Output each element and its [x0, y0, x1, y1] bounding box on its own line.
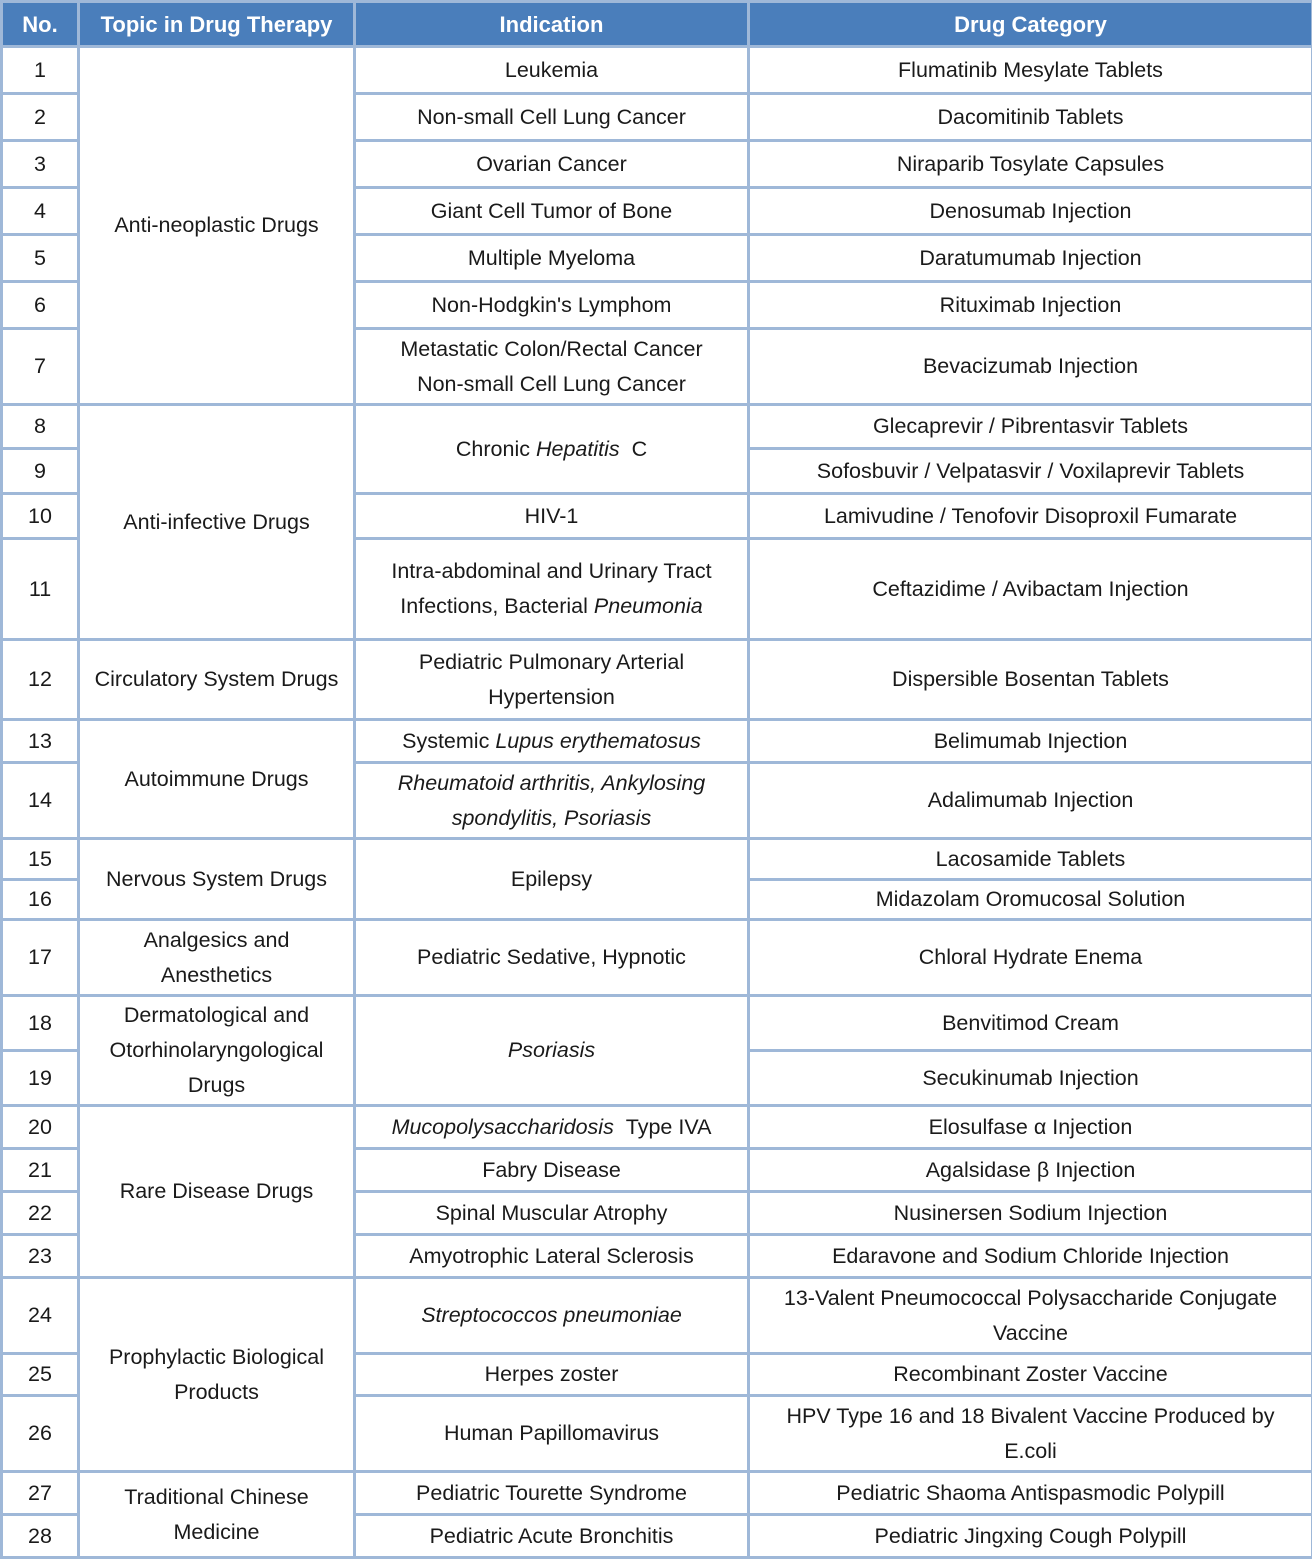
indication-line: Rheumatoid arthritis, Ankylosing: [360, 766, 743, 801]
row-number: 16: [2, 880, 79, 920]
indication-text: Chronic: [456, 437, 530, 461]
topic-cell: [79, 996, 355, 1106]
table-row: [2, 1106, 1312, 1149]
topic-cell: [79, 1472, 355, 1558]
indication-line: Intra-abdominal and Urinary Tract: [360, 554, 743, 589]
indication-cell: [355, 1106, 749, 1149]
topic-line: Anesthetics: [84, 958, 349, 993]
indication-text: C: [632, 437, 648, 461]
indication-cell: Giant Cell Tumor of Bone: [355, 188, 749, 235]
indication-cell: [355, 539, 749, 640]
indication-cell: Amyotrophic Lateral Sclerosis: [355, 1235, 749, 1278]
row-number: 4: [2, 188, 79, 235]
topic-line: Prophylactic Biological: [84, 1340, 349, 1375]
indication-line: Hypertension: [360, 680, 743, 715]
category-cell: Nusinersen Sodium Injection: [749, 1192, 1312, 1235]
row-number: 9: [2, 449, 79, 494]
topic-cell: [79, 920, 355, 996]
row-number: 15: [2, 839, 79, 880]
indication-text: Type IVA: [626, 1115, 712, 1139]
table-row: [2, 996, 1312, 1051]
topic-cell: Rare Disease Drugs: [79, 1106, 355, 1278]
category-line: HPV Type 16 and 18 Bivalent Vaccine Produced by: [754, 1399, 1307, 1434]
topic-line: Products: [84, 1375, 349, 1410]
indication-cell: Pediatric Sedative, Hypnotic: [355, 920, 749, 996]
category-cell: Belimumab Injection: [749, 720, 1312, 763]
indication-italic: Pneumonia: [594, 594, 703, 618]
row-number: 12: [2, 640, 79, 720]
row-number: 22: [2, 1192, 79, 1235]
indication-line: Non-small Cell Lung Cancer: [360, 367, 743, 402]
indication-cell: Ovarian Cancer: [355, 141, 749, 188]
topic-line: Dermatological and: [84, 998, 349, 1033]
category-cell: Sofosbuvir / Velpatasvir / Voxilaprevir Tablets: [749, 449, 1312, 494]
header-no: No.: [2, 2, 79, 47]
row-number: 24: [2, 1278, 79, 1354]
topic-cell: Circulatory System Drugs: [79, 640, 355, 720]
row-number: 26: [2, 1396, 79, 1472]
row-number: 11: [2, 539, 79, 640]
indication-cell: Pediatric Tourette Syndrome: [355, 1472, 749, 1515]
category-cell: Glecaprevir / Pibrentasvir Tablets: [749, 405, 1312, 449]
row-number: 19: [2, 1051, 79, 1106]
topic-cell: [79, 1278, 355, 1472]
category-cell: Denosumab Injection: [749, 188, 1312, 235]
category-cell: Dacomitinib Tablets: [749, 94, 1312, 141]
category-cell: Edaravone and Sodium Chloride Injection: [749, 1235, 1312, 1278]
category-cell: Secukinumab Injection: [749, 1051, 1312, 1106]
topic-cell: Nervous System Drugs: [79, 839, 355, 920]
indication-cell: [355, 640, 749, 720]
category-cell: Daratumumab Injection: [749, 235, 1312, 282]
category-cell: Flumatinib Mesylate Tablets: [749, 47, 1312, 94]
indication-italic: Hepatitis: [536, 437, 620, 461]
row-number: 5: [2, 235, 79, 282]
indication-italic: Mucopolysaccharidosis: [392, 1115, 614, 1139]
header-category: Drug Category: [749, 2, 1312, 47]
row-number: 3: [2, 141, 79, 188]
indication-cell: Human Papillomavirus: [355, 1396, 749, 1472]
indication-cell: Spinal Muscular Atrophy: [355, 1192, 749, 1235]
indication-line: [360, 589, 743, 624]
table-row: [2, 405, 1312, 449]
indication-text: Infections, Bacterial: [400, 594, 588, 618]
row-number: 17: [2, 920, 79, 996]
category-cell: Lamivudine / Tenofovir Disoproxil Fumarate: [749, 494, 1312, 539]
category-cell: Chloral Hydrate Enema: [749, 920, 1312, 996]
topic-line: Analgesics and: [84, 923, 349, 958]
row-number: 8: [2, 405, 79, 449]
category-cell: Benvitimod Cream: [749, 996, 1312, 1051]
category-line: E.coli: [754, 1434, 1307, 1469]
indication-cell: Non-Hodgkin's Lymphom: [355, 282, 749, 329]
indication-cell: Non-small Cell Lung Cancer: [355, 94, 749, 141]
indication-text: Systemic: [402, 729, 489, 753]
row-number: 20: [2, 1106, 79, 1149]
row-number: 2: [2, 94, 79, 141]
row-number: 28: [2, 1515, 79, 1558]
indication-cell: Pediatric Acute Bronchitis: [355, 1515, 749, 1558]
indication-line: Pediatric Pulmonary Arterial: [360, 645, 743, 680]
indication-italic: Lupus erythematosus: [495, 729, 701, 753]
indication-cell: [355, 763, 749, 839]
topic-cell: Anti-infective Drugs: [79, 405, 355, 640]
category-cell: Elosulfase α Injection: [749, 1106, 1312, 1149]
topic-line: Traditional Chinese: [84, 1480, 349, 1515]
category-cell: Rituximab Injection: [749, 282, 1312, 329]
row-number: 13: [2, 720, 79, 763]
category-cell: Agalsidase β Injection: [749, 1149, 1312, 1192]
category-cell: [749, 1396, 1312, 1472]
indication-line: spondylitis, Psoriasis: [360, 801, 743, 836]
indication-cell: [355, 329, 749, 405]
table-row: [2, 47, 1312, 94]
indication-cell: Psoriasis: [355, 996, 749, 1106]
table-row: [2, 640, 1312, 720]
row-number: 1: [2, 47, 79, 94]
table-row: [2, 920, 1312, 996]
category-line: Vaccine: [754, 1316, 1307, 1351]
indication-line: Metastatic Colon/Rectal Cancer: [360, 332, 743, 367]
category-cell: Adalimumab Injection: [749, 763, 1312, 839]
topic-cell: Autoimmune Drugs: [79, 720, 355, 839]
indication-cell: Multiple Myeloma: [355, 235, 749, 282]
indication-cell: Fabry Disease: [355, 1149, 749, 1192]
indication-cell: Leukemia: [355, 47, 749, 94]
category-line: 13-Valent Pneumococcal Polysaccharide Conjugate: [754, 1281, 1307, 1316]
category-cell: Niraparib Tosylate Capsules: [749, 141, 1312, 188]
table-row: [2, 1472, 1312, 1515]
row-number: 23: [2, 1235, 79, 1278]
indication-cell: [355, 405, 749, 494]
category-cell: Dispersible Bosentan Tablets: [749, 640, 1312, 720]
row-number: 14: [2, 763, 79, 839]
header-topic: Topic in Drug Therapy: [79, 2, 355, 47]
table-row: [2, 720, 1312, 763]
header-indication: Indication: [355, 2, 749, 47]
indication-cell: HIV-1: [355, 494, 749, 539]
category-cell: Bevacizumab Injection: [749, 329, 1312, 405]
row-number: 10: [2, 494, 79, 539]
topic-line: Medicine: [84, 1515, 349, 1550]
row-number: 25: [2, 1354, 79, 1396]
row-number: 21: [2, 1149, 79, 1192]
indication-cell: Epilepsy: [355, 839, 749, 920]
category-cell: Lacosamide Tablets: [749, 839, 1312, 880]
indication-cell: [355, 720, 749, 763]
topic-line: Otorhinolaryngological: [84, 1033, 349, 1068]
indication-cell: Streptococcos pneumoniae: [355, 1278, 749, 1354]
category-cell: Midazolam Oromucosal Solution: [749, 880, 1312, 920]
category-cell: Pediatric Shaoma Antispasmodic Polypill: [749, 1472, 1312, 1515]
header-row: [2, 2, 1312, 47]
category-cell: Ceftazidime / Avibactam Injection: [749, 539, 1312, 640]
table-row: [2, 1278, 1312, 1354]
row-number: 27: [2, 1472, 79, 1515]
topic-cell: Anti-neoplastic Drugs: [79, 47, 355, 405]
row-number: 6: [2, 282, 79, 329]
category-cell: [749, 1278, 1312, 1354]
indication-cell: Herpes zoster: [355, 1354, 749, 1396]
row-number: 7: [2, 329, 79, 405]
category-cell: Pediatric Jingxing Cough Polypill: [749, 1515, 1312, 1558]
topic-line: Drugs: [84, 1068, 349, 1103]
table-row: [2, 839, 1312, 880]
category-cell: Recombinant Zoster Vaccine: [749, 1354, 1312, 1396]
row-number: 18: [2, 996, 79, 1051]
